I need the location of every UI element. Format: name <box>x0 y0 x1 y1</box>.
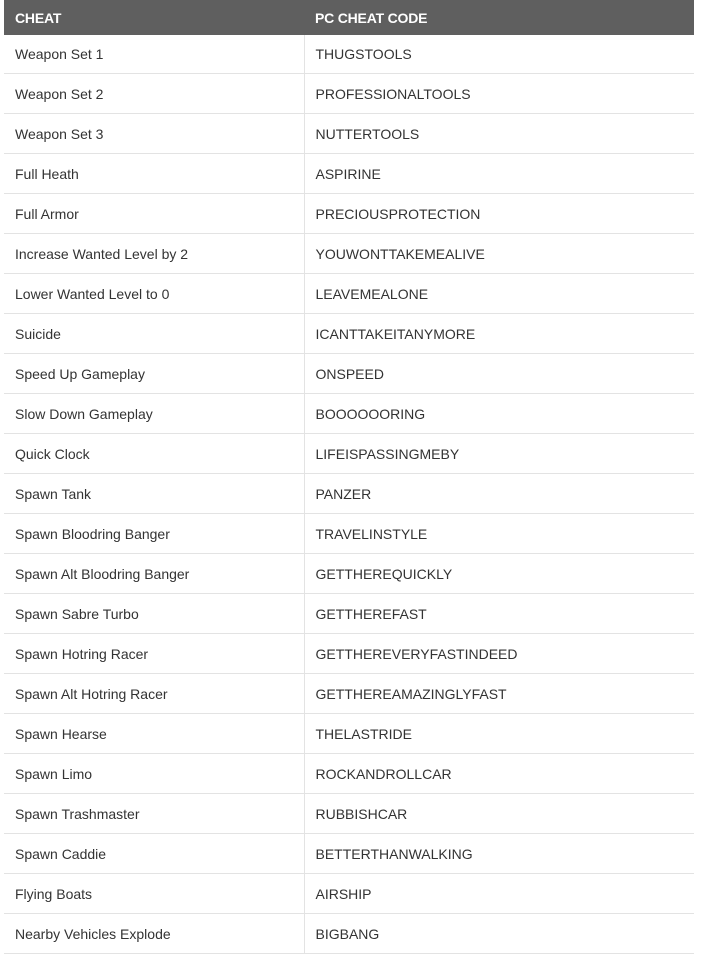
cheat-name-cell: Speed Up Gameplay <box>4 354 304 394</box>
column-header-pc-cheat-code: PC CHEAT CODE <box>304 0 694 35</box>
cheat-name-cell: Weapon Set 3 <box>4 114 304 154</box>
cheat-code-cell: LEAVEMEALONE <box>304 274 694 314</box>
cheat-table-container <box>4 0 694 954</box>
cheat-code-cell: BETTERTHANWALKING <box>304 834 694 874</box>
cheat-name-cell: Spawn Hotring Racer <box>4 634 304 674</box>
table-row <box>4 274 694 314</box>
cheat-name-cell: Slow Down Gameplay <box>4 394 304 434</box>
cheat-code-cell: ROCKANDROLLCAR <box>304 754 694 794</box>
cheat-code-cell: GETTHEREFAST <box>304 594 694 634</box>
cheat-code-cell: THELASTRIDE <box>304 714 694 754</box>
table-row <box>4 834 694 874</box>
cheat-code-cell: GETTHEREAMAZINGLYFAST <box>304 674 694 714</box>
table-row <box>4 754 694 794</box>
cheat-name-cell: Spawn Caddie <box>4 834 304 874</box>
cheat-name-cell: Quick Clock <box>4 434 304 474</box>
table-row <box>4 474 694 514</box>
table-row <box>4 594 694 634</box>
cheat-name-cell: Spawn Limo <box>4 754 304 794</box>
cheat-code-cell: TRAVELINSTYLE <box>304 514 694 554</box>
table-body <box>4 35 694 954</box>
cheat-code-cell: PANZER <box>304 474 694 514</box>
table-row <box>4 114 694 154</box>
cheat-name-cell: Spawn Alt Bloodring Banger <box>4 554 304 594</box>
cheat-code-cell: RUBBISHCAR <box>304 794 694 834</box>
cheat-name-cell: Nearby Vehicles Explode <box>4 914 304 954</box>
table-row <box>4 314 694 354</box>
cheat-name-cell: Spawn Alt Hotring Racer <box>4 674 304 714</box>
table-row <box>4 634 694 674</box>
column-header-cheat: CHEAT <box>4 0 304 35</box>
table-row <box>4 874 694 914</box>
cheat-code-cell: GETTHEREQUICKLY <box>304 554 694 594</box>
table-row <box>4 554 694 594</box>
table-row <box>4 394 694 434</box>
table-row <box>4 194 694 234</box>
cheat-code-cell: LIFEISPASSINGMEBY <box>304 434 694 474</box>
table-row <box>4 154 694 194</box>
cheat-name-cell: Flying Boats <box>4 874 304 914</box>
cheat-code-cell: GETTHEREVERYFASTINDEED <box>304 634 694 674</box>
table-row <box>4 434 694 474</box>
table-row <box>4 714 694 754</box>
cheat-name-cell: Spawn Trashmaster <box>4 794 304 834</box>
cheat-name-cell: Full Heath <box>4 154 304 194</box>
table-row <box>4 674 694 714</box>
table-row <box>4 914 694 954</box>
table-row <box>4 514 694 554</box>
cheat-name-cell: Weapon Set 2 <box>4 74 304 114</box>
cheat-code-cell: ASPIRINE <box>304 154 694 194</box>
cheat-name-cell: Spawn Tank <box>4 474 304 514</box>
cheat-code-cell: AIRSHIP <box>304 874 694 914</box>
cheat-code-cell: BOOOOOORING <box>304 394 694 434</box>
table-header-row <box>4 0 694 35</box>
cheat-name-cell: Suicide <box>4 314 304 354</box>
cheat-code-cell: PROFESSIONALTOOLS <box>304 74 694 114</box>
cheat-name-cell: Spawn Hearse <box>4 714 304 754</box>
cheat-name-cell: Weapon Set 1 <box>4 35 304 74</box>
cheat-name-cell: Full Armor <box>4 194 304 234</box>
cheat-name-cell: Lower Wanted Level to 0 <box>4 274 304 314</box>
cheat-code-cell: PRECIOUSPROTECTION <box>304 194 694 234</box>
cheat-code-cell: ICANTTAKEITANYMORE <box>304 314 694 354</box>
cheat-code-cell: ONSPEED <box>304 354 694 394</box>
cheat-code-cell: THUGSTOOLS <box>304 35 694 74</box>
table-header <box>4 0 694 35</box>
table-row <box>4 794 694 834</box>
table-row <box>4 74 694 114</box>
cheat-code-cell: YOUWONTTAKEMEALIVE <box>304 234 694 274</box>
cheat-name-cell: Spawn Sabre Turbo <box>4 594 304 634</box>
cheat-codes-table <box>4 0 694 954</box>
cheat-code-cell: NUTTERTOOLS <box>304 114 694 154</box>
table-row <box>4 354 694 394</box>
table-row <box>4 234 694 274</box>
cheat-name-cell: Increase Wanted Level by 2 <box>4 234 304 274</box>
cheat-code-cell: BIGBANG <box>304 914 694 954</box>
cheat-name-cell: Spawn Bloodring Banger <box>4 514 304 554</box>
table-row <box>4 35 694 74</box>
